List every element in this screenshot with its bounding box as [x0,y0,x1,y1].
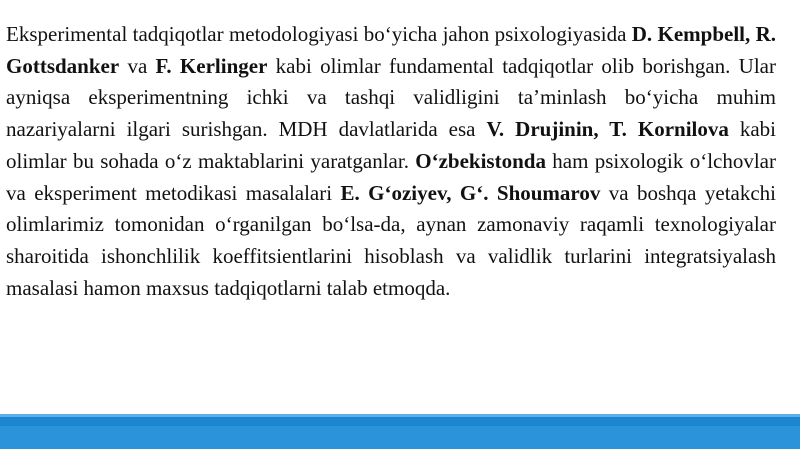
text-segment-5: ham psixologik o‘lchovlar va eksperiment metodikasi masalalari [6,148,776,205]
authors-goziyev-shoumarov: E. G‘oziyev, G‘. Shoumarov [340,180,601,205]
authors-kempbell-gottsdanker: D. Kempbell, R. Gottsdanker [6,22,777,78]
country-uzbekistan: O‘zbekistonda [415,148,546,173]
text-segment-1: Eksperimental tadqiqotlar metodologiyasi bo‘yicha jahon psixologiyasida [6,22,632,46]
text-segment-3: kabi olimlar fundamental tadqiqotlar olib borishgan. Ular ayniqsa eksperimentning ichki va tashqi validligini ta’minlash bo‘yicha muhim nazariyalarni ilgari surishgan. MDH davlatlarida esa [6,53,776,142]
text-segment-2: va [119,53,156,78]
authors-drujinin-kornilova: V. Drujinin, T. Kornilova [486,117,729,142]
footer-stripe [0,426,800,449]
footer-highlight-line [0,414,800,417]
author-kerlinger: F. Kerlinger [155,53,268,78]
text-segment-6: va boshqa yetakchi olimlarimiz tomonidan o‘rganilgan bo‘lsa-da, aynan zamonaviy raqamli texnologiyalar sharoitida ishonchlilik koeffitsientlarini hisoblash va validlik turlarini integratsiyalash masalasi hamon maxsus tadqiqotlarni talab etmoqda. [6,180,777,300]
body-paragraph [6,19,776,304]
text-segment-4: kabi olimlar bu sohada o‘z maktablarini yaratganlar. [6,117,777,173]
